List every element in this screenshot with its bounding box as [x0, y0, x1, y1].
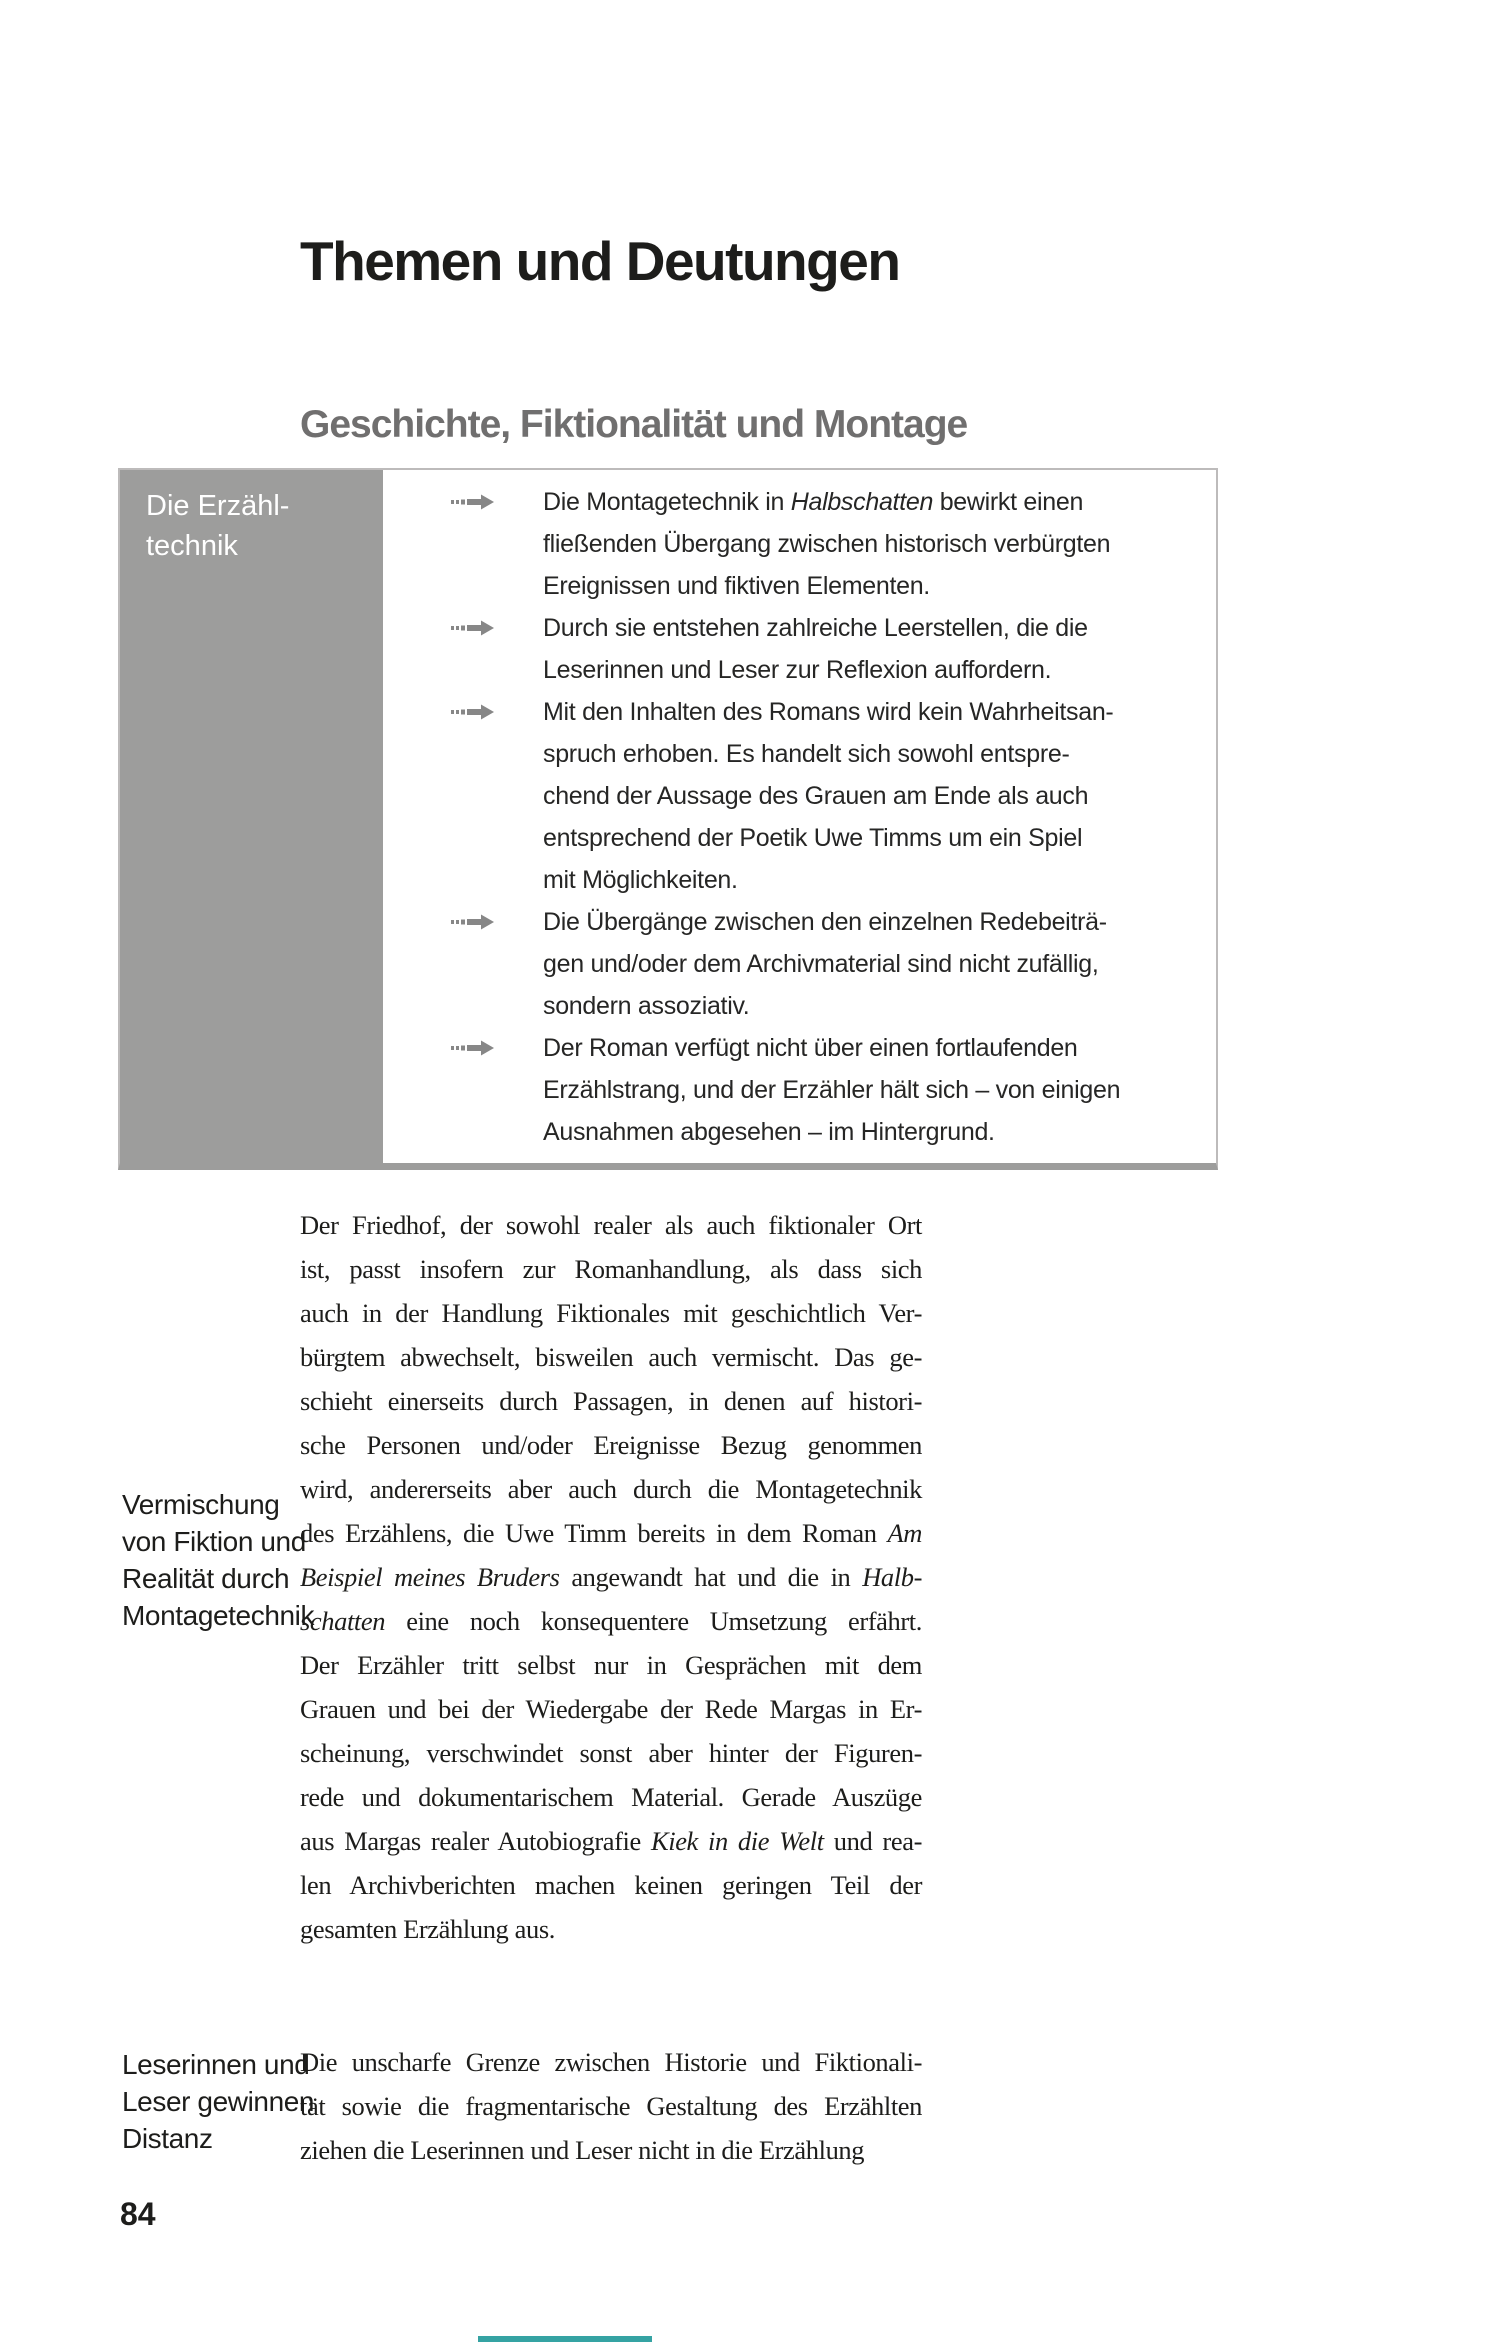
- body-paragraph: [300, 2040, 922, 2172]
- page-number: 84: [120, 2196, 156, 2232]
- text-line: sondern assoziativ.: [543, 992, 750, 1020]
- text-line: Distanz: [122, 2123, 213, 2154]
- dashed-arrow-icon: [451, 493, 501, 511]
- body-paragraph: [300, 1203, 922, 1951]
- text-line: von Fiktion und: [122, 1526, 306, 1557]
- text-line: Leser gewinnen: [122, 2086, 315, 2117]
- summary-box-label: [120, 470, 383, 1163]
- summary-bullet: [383, 691, 1206, 901]
- text-line: rede und dokumentarischem Material. Gerade Auszüge: [300, 1782, 922, 1812]
- dashed-arrow-icon: [451, 703, 501, 721]
- page-title: Themen und Deutungen: [300, 229, 900, 292]
- text-line: Die unscharfe Grenze zwischen Historie und Fiktionali-: [300, 2047, 922, 2077]
- text-line: schatten eine noch konsequentere Umsetzung erfährt.: [300, 1606, 922, 1636]
- text-line: schieht einerseits durch Passagen, in denen auf histori-: [300, 1386, 922, 1416]
- text-line: Vermischung: [122, 1489, 280, 1520]
- text-line: Die Erzähl-: [146, 490, 290, 522]
- section-subtitle: Geschichte, Fiktionalität und Montage: [300, 403, 968, 447]
- text-line: Der Erzähler tritt selbst nur in Gesprächen mit dem: [300, 1650, 922, 1680]
- text-line: Grauen und bei der Wiedergabe der Rede Margas in Er-: [300, 1694, 922, 1724]
- summary-bullet-text: [543, 607, 1088, 691]
- text-line: des Erzählens, die Uwe Timm bereits in dem Roman Am: [300, 1518, 922, 1548]
- text-line: Mit den Inhalten des Romans wird kein Wahrheitsan-: [543, 698, 1114, 726]
- text-line: Ausnahmen abgesehen – im Hintergrund.: [543, 1118, 995, 1146]
- summary-bullet: [383, 1027, 1206, 1153]
- text-line: chend der Aussage des Grauen am Ende als auch: [543, 782, 1089, 810]
- summary-box: [118, 468, 1218, 1170]
- text-line: len Archivberichten machen keinen geringen Teil der: [300, 1870, 922, 1900]
- text-line: bürgtem abwechselt, bisweilen auch vermischt. Das ge-: [300, 1342, 922, 1372]
- summary-bullet: [383, 481, 1206, 607]
- text-line: tät sowie die fragmentarische Gestaltung des Erzählten: [300, 2091, 922, 2121]
- text-line: auch in der Handlung Fiktionales mit geschichtlich Ver-: [300, 1298, 922, 1328]
- text-line: Leserinnen und Leser zur Reflexion auffordern.: [543, 656, 1052, 684]
- text-line: Beispiel meines Bruders angewandt hat und die in Halb-: [300, 1562, 923, 1592]
- text-line: scheinung, verschwindet sonst aber hinter der Figuren-: [300, 1738, 922, 1768]
- text-line: spruch erhoben. Es handelt sich sowohl entspre-: [543, 740, 1070, 768]
- text-line: Die Montagetechnik in Halbschatten bewirkt einen: [543, 488, 1084, 516]
- text-line: Durch sie entstehen zahlreiche Leerstellen, die die: [543, 614, 1088, 642]
- margin-note: [122, 2046, 322, 2157]
- summary-bullet-list: [383, 470, 1216, 1163]
- dashed-arrow-icon: [451, 913, 501, 931]
- text-line: wird, andererseits aber auch durch die Montagetechnik: [300, 1474, 922, 1504]
- body-text-column: [300, 1203, 922, 2172]
- dashed-arrow-icon: [451, 1039, 501, 1057]
- dashed-arrow-icon: [451, 619, 501, 637]
- summary-bullet-text: [543, 691, 1113, 901]
- text-line: ist, passt insofern zur Romanhandlung, als dass sich: [300, 1254, 922, 1284]
- text-line: Erzählstrang, und der Erzähler hält sich – von einigen: [543, 1076, 1121, 1104]
- text-line: Die Übergänge zwischen den einzelnen Redebeiträ-: [543, 908, 1107, 936]
- text-line: gen und/oder dem Archivmaterial sind nicht zufällig,: [543, 950, 1099, 978]
- text-line: aus Margas realer Autobiografie Kiek in die Welt und rea-: [300, 1826, 922, 1856]
- summary-bullet-text: [543, 1027, 1120, 1153]
- text-line: mit Möglichkeiten.: [543, 866, 738, 894]
- summary-bullet: [383, 607, 1206, 691]
- text-line: ziehen die Leserinnen und Leser nicht in die Erzählung: [300, 2135, 865, 2165]
- text-line: sche Personen und/oder Ereignisse Bezug genommen: [300, 1430, 922, 1460]
- summary-bullet: [383, 901, 1206, 1027]
- margin-note: [122, 1486, 322, 1634]
- text-line: Montagetechnik: [122, 1600, 315, 1631]
- summary-bullet-text: [543, 901, 1107, 1027]
- text-line: Der Friedhof, der sowohl realer als auch fiktionaler Ort: [300, 1210, 922, 1240]
- page-edge-artifact: [478, 2336, 652, 2342]
- text-line: Der Roman verfügt nicht über einen fortlaufenden: [543, 1034, 1078, 1062]
- text-line: Realität durch: [122, 1563, 290, 1594]
- text-line: technik: [146, 530, 238, 562]
- text-line: Leserinnen und: [122, 2049, 310, 2080]
- text-line: entsprechend der Poetik Uwe Timms um ein Spiel: [543, 824, 1083, 852]
- summary-bullet-text: [543, 481, 1110, 607]
- text-line: fließenden Übergang zwischen historisch verbürgten: [543, 530, 1111, 558]
- text-line: gesamten Erzählung aus.: [300, 1914, 555, 1944]
- text-line: Ereignissen und fiktiven Elementen.: [543, 572, 930, 600]
